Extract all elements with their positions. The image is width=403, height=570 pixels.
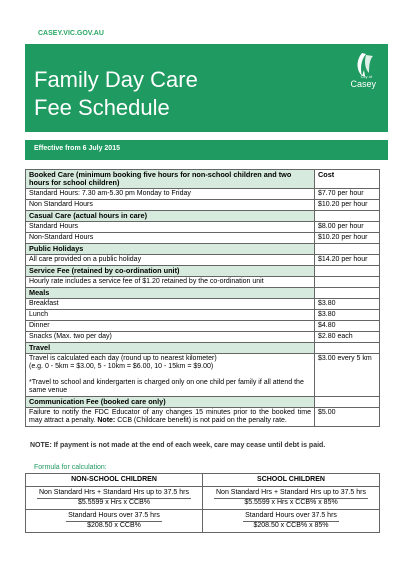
non-school-heading: NON-SCHOOL CHILDREN: [26, 474, 203, 487]
table-row: [26, 487, 380, 510]
row-cost: $8.00 per hour: [315, 222, 380, 233]
formula-table: [25, 473, 380, 533]
formula-numerator: Standard Hours over 37.5 hrs: [243, 512, 339, 522]
public-holidays-heading: Public Holidays: [26, 244, 315, 255]
row-item: Lunch: [26, 310, 315, 321]
empty-cell: [315, 211, 380, 222]
communication-cost: $5.00: [315, 408, 380, 427]
row-cost: $14.20 per hour: [315, 255, 380, 266]
logo-casey: Casey: [350, 79, 376, 89]
title-line-1: Family Day Care: [34, 67, 198, 92]
casual-care-heading: Casual Care (actual hours in care): [26, 211, 315, 222]
table-row: [26, 332, 380, 343]
table-row: [26, 255, 380, 266]
table-row: [26, 321, 380, 332]
table-row: [26, 354, 380, 397]
booked-care-heading: Booked Care (minimum booking five hours for non-school children and two hours for school children): [26, 170, 315, 189]
table-row: [26, 189, 380, 200]
meals-heading-row: [26, 288, 380, 299]
effective-date: Effective from 6 July 2015: [34, 145, 120, 152]
row-item: Non-Standard Hours: [26, 233, 315, 244]
empty-cell: [315, 266, 380, 277]
row-cost: $2.80 each: [315, 332, 380, 343]
payment-note: NOTE: If payment is not made at the end of each week, care may cease until debt is paid.: [30, 442, 326, 449]
table-row: [26, 233, 380, 244]
travel-line-2: (e.g. 0 - 5km = $3.00, 5 - 10km = $6.00, 10 - 15km = $9.00): [29, 363, 214, 370]
table-row: [26, 310, 380, 321]
travel-heading-row: [26, 343, 380, 354]
row-item: Non Standard Hours: [26, 200, 315, 211]
table-row: [26, 510, 380, 533]
travel-cost: $3.00 every 5 km: [315, 354, 380, 397]
fee-table: [25, 169, 380, 427]
row-item: Hourly rate includes a service fee of $1.20 retained by the co-ordination unit: [26, 277, 315, 288]
formula-cell: [203, 487, 380, 510]
row-item: Standard Hours: 7.30 am-5.30 pm Monday to Friday: [26, 189, 315, 200]
travel-heading: Travel: [26, 343, 315, 354]
row-cost: $7.70 per hour: [315, 189, 380, 200]
table-row: [26, 200, 380, 211]
row-item: All care provided on a public holiday: [26, 255, 315, 266]
row-cost: $3.80: [315, 299, 380, 310]
effective-date-banner: [25, 140, 388, 160]
row-cost: [315, 277, 380, 288]
school-heading: SCHOOL CHILDREN: [203, 474, 380, 487]
empty-cell: [315, 288, 380, 299]
site-url[interactable]: CASEY.VIC.GOV.AU: [38, 30, 104, 37]
public-holidays-heading-row: [26, 244, 380, 255]
row-cost: $3.80: [315, 310, 380, 321]
travel-details: [26, 354, 315, 397]
empty-cell: [315, 244, 380, 255]
formula-numerator: Non Standard Hrs + Standard Hrs up to 37.5 hrs: [37, 489, 191, 499]
note-text: CCB (Childcare benefit) is not paid on the penalty rate.: [117, 417, 287, 424]
table-row: [26, 222, 380, 233]
formula-cell: [203, 510, 380, 533]
formula-numerator: Non Standard Hrs + Standard Hrs up to 37.5 hrs: [214, 489, 368, 499]
meals-heading: Meals: [26, 288, 315, 299]
city-of-casey-logo-icon: [348, 50, 380, 96]
empty-cell: [315, 343, 380, 354]
booked-care-heading-row: [26, 170, 380, 189]
formula-cell: [26, 510, 203, 533]
service-fee-heading-row: [26, 266, 380, 277]
row-item: Dinner: [26, 321, 315, 332]
row-cost: $4.80: [315, 321, 380, 332]
table-row: [26, 299, 380, 310]
page-title: [34, 66, 198, 122]
row-item: Standard Hours: [26, 222, 315, 233]
travel-line-3: *Travel to school and kindergarten is charged only on one child per family if all attend the same venue: [29, 379, 304, 394]
travel-line-1: Travel is calculated each day (round up to nearest kilometer): [29, 355, 217, 362]
title-line-2: Fee Schedule: [34, 95, 170, 120]
communication-details: [26, 408, 315, 427]
row-item: Snacks (Max. two per day): [26, 332, 315, 343]
row-cost: $10.20 per hour: [315, 233, 380, 244]
formula-result: $208.50 x CCB% x 85%: [253, 522, 329, 529]
row-cost: $10.20 per hour: [315, 200, 380, 211]
row-item: Breakfast: [26, 299, 315, 310]
formula-result: $5.5599 x Hrs x CCB% x 85%: [244, 499, 338, 506]
formula-title: Formula for calculation:: [34, 464, 107, 471]
communication-fee-heading: Communication Fee (booked care only): [26, 397, 315, 408]
formula-header-row: [26, 474, 380, 487]
formula-numerator: Standard Hours over 37.5 hrs: [66, 512, 162, 522]
formula-result: $208.50 x CCB%: [87, 522, 141, 529]
cost-heading: Cost: [315, 170, 380, 189]
formula-cell: [26, 487, 203, 510]
communication-fee-heading-row: [26, 397, 380, 408]
header-banner: [25, 44, 388, 132]
table-row: [26, 408, 380, 427]
note-label: Note:: [97, 417, 116, 424]
casual-care-heading-row: [26, 211, 380, 222]
formula-result: $5.5599 x Hrs x CCB%: [78, 499, 150, 506]
table-row: [26, 277, 380, 288]
service-fee-heading: Service Fee (retained by co-ordination unit): [26, 266, 315, 277]
communication-text: Failure to notify the FDC Educator of any changes 15 minutes prior to the booked time may attract a penalty.: [29, 409, 311, 424]
empty-cell: [315, 397, 380, 408]
logo-city-of: City of: [360, 74, 372, 79]
